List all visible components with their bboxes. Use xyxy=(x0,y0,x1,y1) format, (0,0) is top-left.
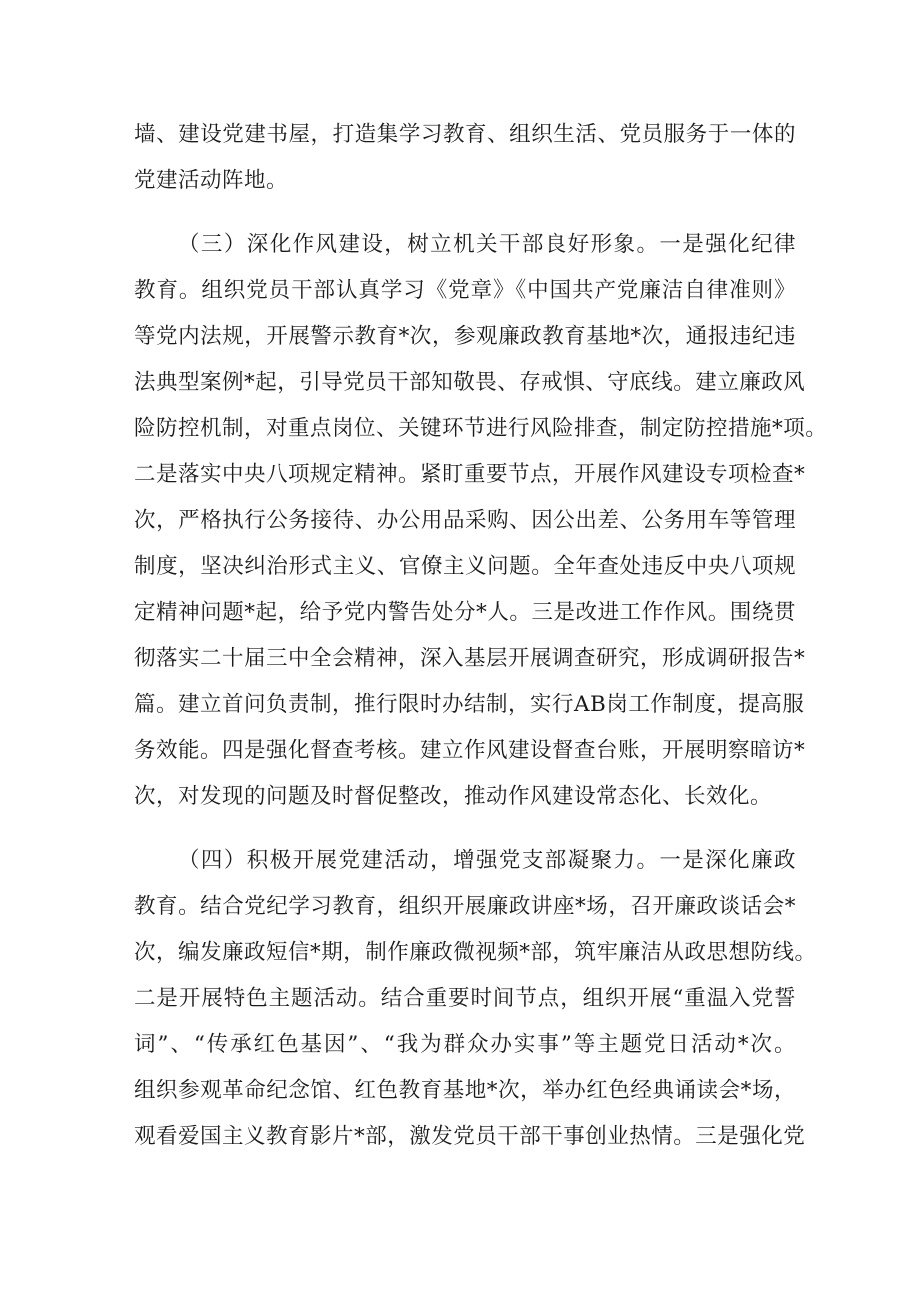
text-line: 教育。结合党纪学习教育，组织开展廉政讲座*场，召开廉政谈话会* xyxy=(134,894,796,919)
paragraph xyxy=(134,222,828,820)
text-line: 彻落实二十届三中全会精神，深入基层开展调查研究，形成调研报告* xyxy=(134,646,806,671)
paragraph-heading-line: （三）深化作风建设，树立机关干部良好形象。一是强化纪律 xyxy=(178,232,796,257)
text-line: 等党内法规，开展警示教育*次，参观廉政教育基地*次，通报违纪违 xyxy=(134,324,796,349)
document-body xyxy=(134,112,828,1160)
text-line: 次，对发现的问题及时督促整改，推动作风建设常态化、长效化。 xyxy=(134,784,773,809)
text-line: 教育。组织党员干部认真学习《党章》《中国共产党廉洁自律准则》 xyxy=(134,278,796,303)
text-line: 二是落实中央八项规定精神。紧盯重要节点，开展作风建设专项检查* xyxy=(134,462,806,487)
text-line: 法典型案例*起，引导党员干部知敬畏、存戒惧、守底线。建立廉政风 xyxy=(134,370,806,395)
paragraph xyxy=(134,838,817,1160)
text-line: 次，编发廉政短信*期，制作廉政微视频*部，筑牢廉洁从政思想防线。 xyxy=(134,940,817,965)
text-line: 险防控机制，对重点岗位、关键环节进行风险排查，制定防控措施*项。 xyxy=(134,416,828,441)
text-line: 二是开展特色主题活动。结合重要时间节点，组织开展“重温入党誓 xyxy=(134,986,796,1011)
text-line: 观看爱国主义教育影片*部，激发党员干部干事创业热情。三是强化党 xyxy=(134,1124,806,1149)
text-line: 组织参观革命纪念馆、红色教育基地*次，举办红色经典诵读会*场， xyxy=(134,1078,796,1103)
text-line: 定精神问题*起，给予党内警告处分*人。三是改进工作作风。围绕贯 xyxy=(134,600,796,625)
text-line: 次，严格执行公务接待、办公用品采购、因公出差、公务用车等管理 xyxy=(134,508,796,533)
paragraph-heading-line: （四）积极开展党建活动，增强党支部凝聚力。一是深化廉政 xyxy=(178,848,796,873)
text-line: 制度，坚决纠治形式主义、官僚主义问题。全年查处违反中央八项规 xyxy=(134,554,796,579)
text-line: 党建活动阵地。 xyxy=(134,168,289,193)
text-line: 篇。建立首问负责制，推行限时办结制，实行AB岗工作制度，提高服 xyxy=(134,692,805,717)
text-line: 词”、“传承红色基因”、“我为群众办实事”等主题党日活动*次。 xyxy=(134,1032,796,1057)
text-line: 务效能。四是强化督查考核。建立作风建设督查台账，开展明察暗访* xyxy=(134,738,806,763)
text-line: 墙、建设党建书屋，打造集学习教育、组织生活、党员服务于一体的 xyxy=(134,122,796,147)
paragraph xyxy=(134,112,796,204)
